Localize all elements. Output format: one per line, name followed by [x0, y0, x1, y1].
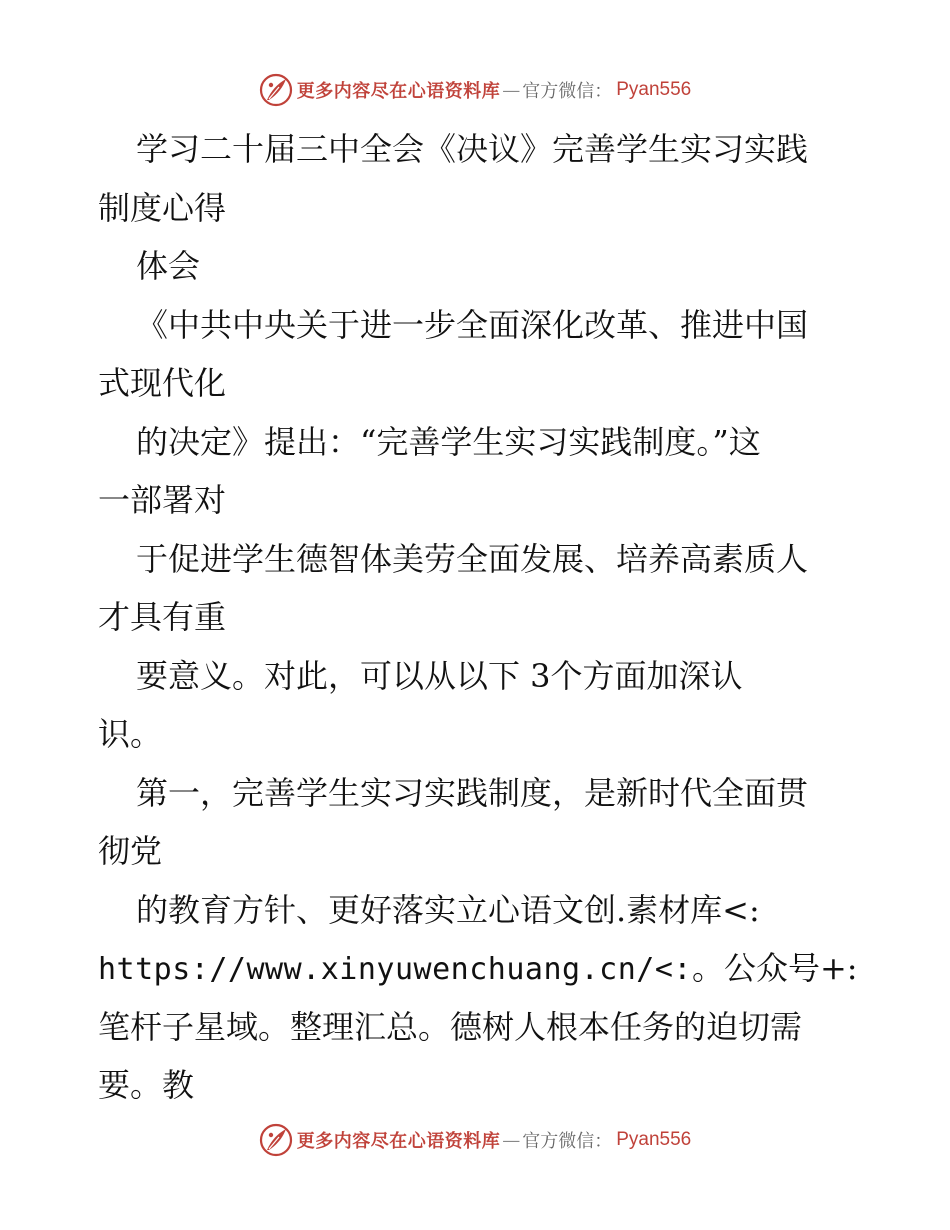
banner-wechat-label: 官方微信： [522, 1131, 613, 1152]
paragraph-line: 第一，完善学生实习实践制度，是新时代全面贯 [136, 773, 809, 812]
banner-wechat-label: 官方微信： [522, 81, 613, 102]
paragraph-line: 才具有重 [98, 598, 227, 636]
banner-title: 更多内容尽在心语资料库 [296, 1131, 501, 1152]
title-line-2: 制度心得 [98, 188, 227, 227]
paragraph-line: 要意义。对此，可以从以下 3个方面加深认 [136, 656, 743, 695]
url-line-tail: 。公众号+: [691, 949, 858, 987]
document-body [98, 120, 858, 1115]
banner-dash: — [502, 79, 521, 101]
paragraph-line: 识。 [98, 715, 163, 753]
paragraph-line: 的教育方针、更好落实立心语文创.素材库<: [136, 890, 760, 929]
paragraph-line: 要。教 [98, 1066, 195, 1104]
paragraph-line: 笔杆子星域。整理汇总。德树人根本任务的迫切需 [98, 1007, 803, 1046]
quill-pen-logo-icon [259, 73, 293, 107]
url-text: https://www.xinyuwenchuang.cn/<: [98, 952, 692, 987]
title-line-1: 学习二十届三中全会《决议》完善学生实习实践 [136, 130, 809, 168]
banner-dash: — [502, 1129, 521, 1151]
paragraph-line: 式现代化 [98, 364, 227, 402]
paragraph-line: 于促进学生德智体美劳全面发展、培养高素质人 [136, 539, 809, 578]
header-banner [0, 70, 950, 110]
banner-wechat-id: Pyan556 [616, 79, 692, 100]
paragraph-line: 《中共中央关于进一步全面深化改革、推进中国 [136, 305, 809, 344]
url-line [98, 939, 858, 998]
banner-title: 更多内容尽在心语资料库 [296, 81, 501, 102]
footer-banner [0, 1120, 950, 1160]
paragraph-line: 的决定》提出：“完善学生实习实践制度。”这 [136, 422, 761, 461]
quill-pen-logo-icon [259, 1123, 293, 1157]
paragraph-line: 彻党 [98, 832, 163, 870]
paragraph-line: 体会 [136, 247, 201, 285]
banner-wechat-id: Pyan556 [616, 1129, 692, 1150]
paragraph-line: 一部署对 [98, 481, 227, 519]
